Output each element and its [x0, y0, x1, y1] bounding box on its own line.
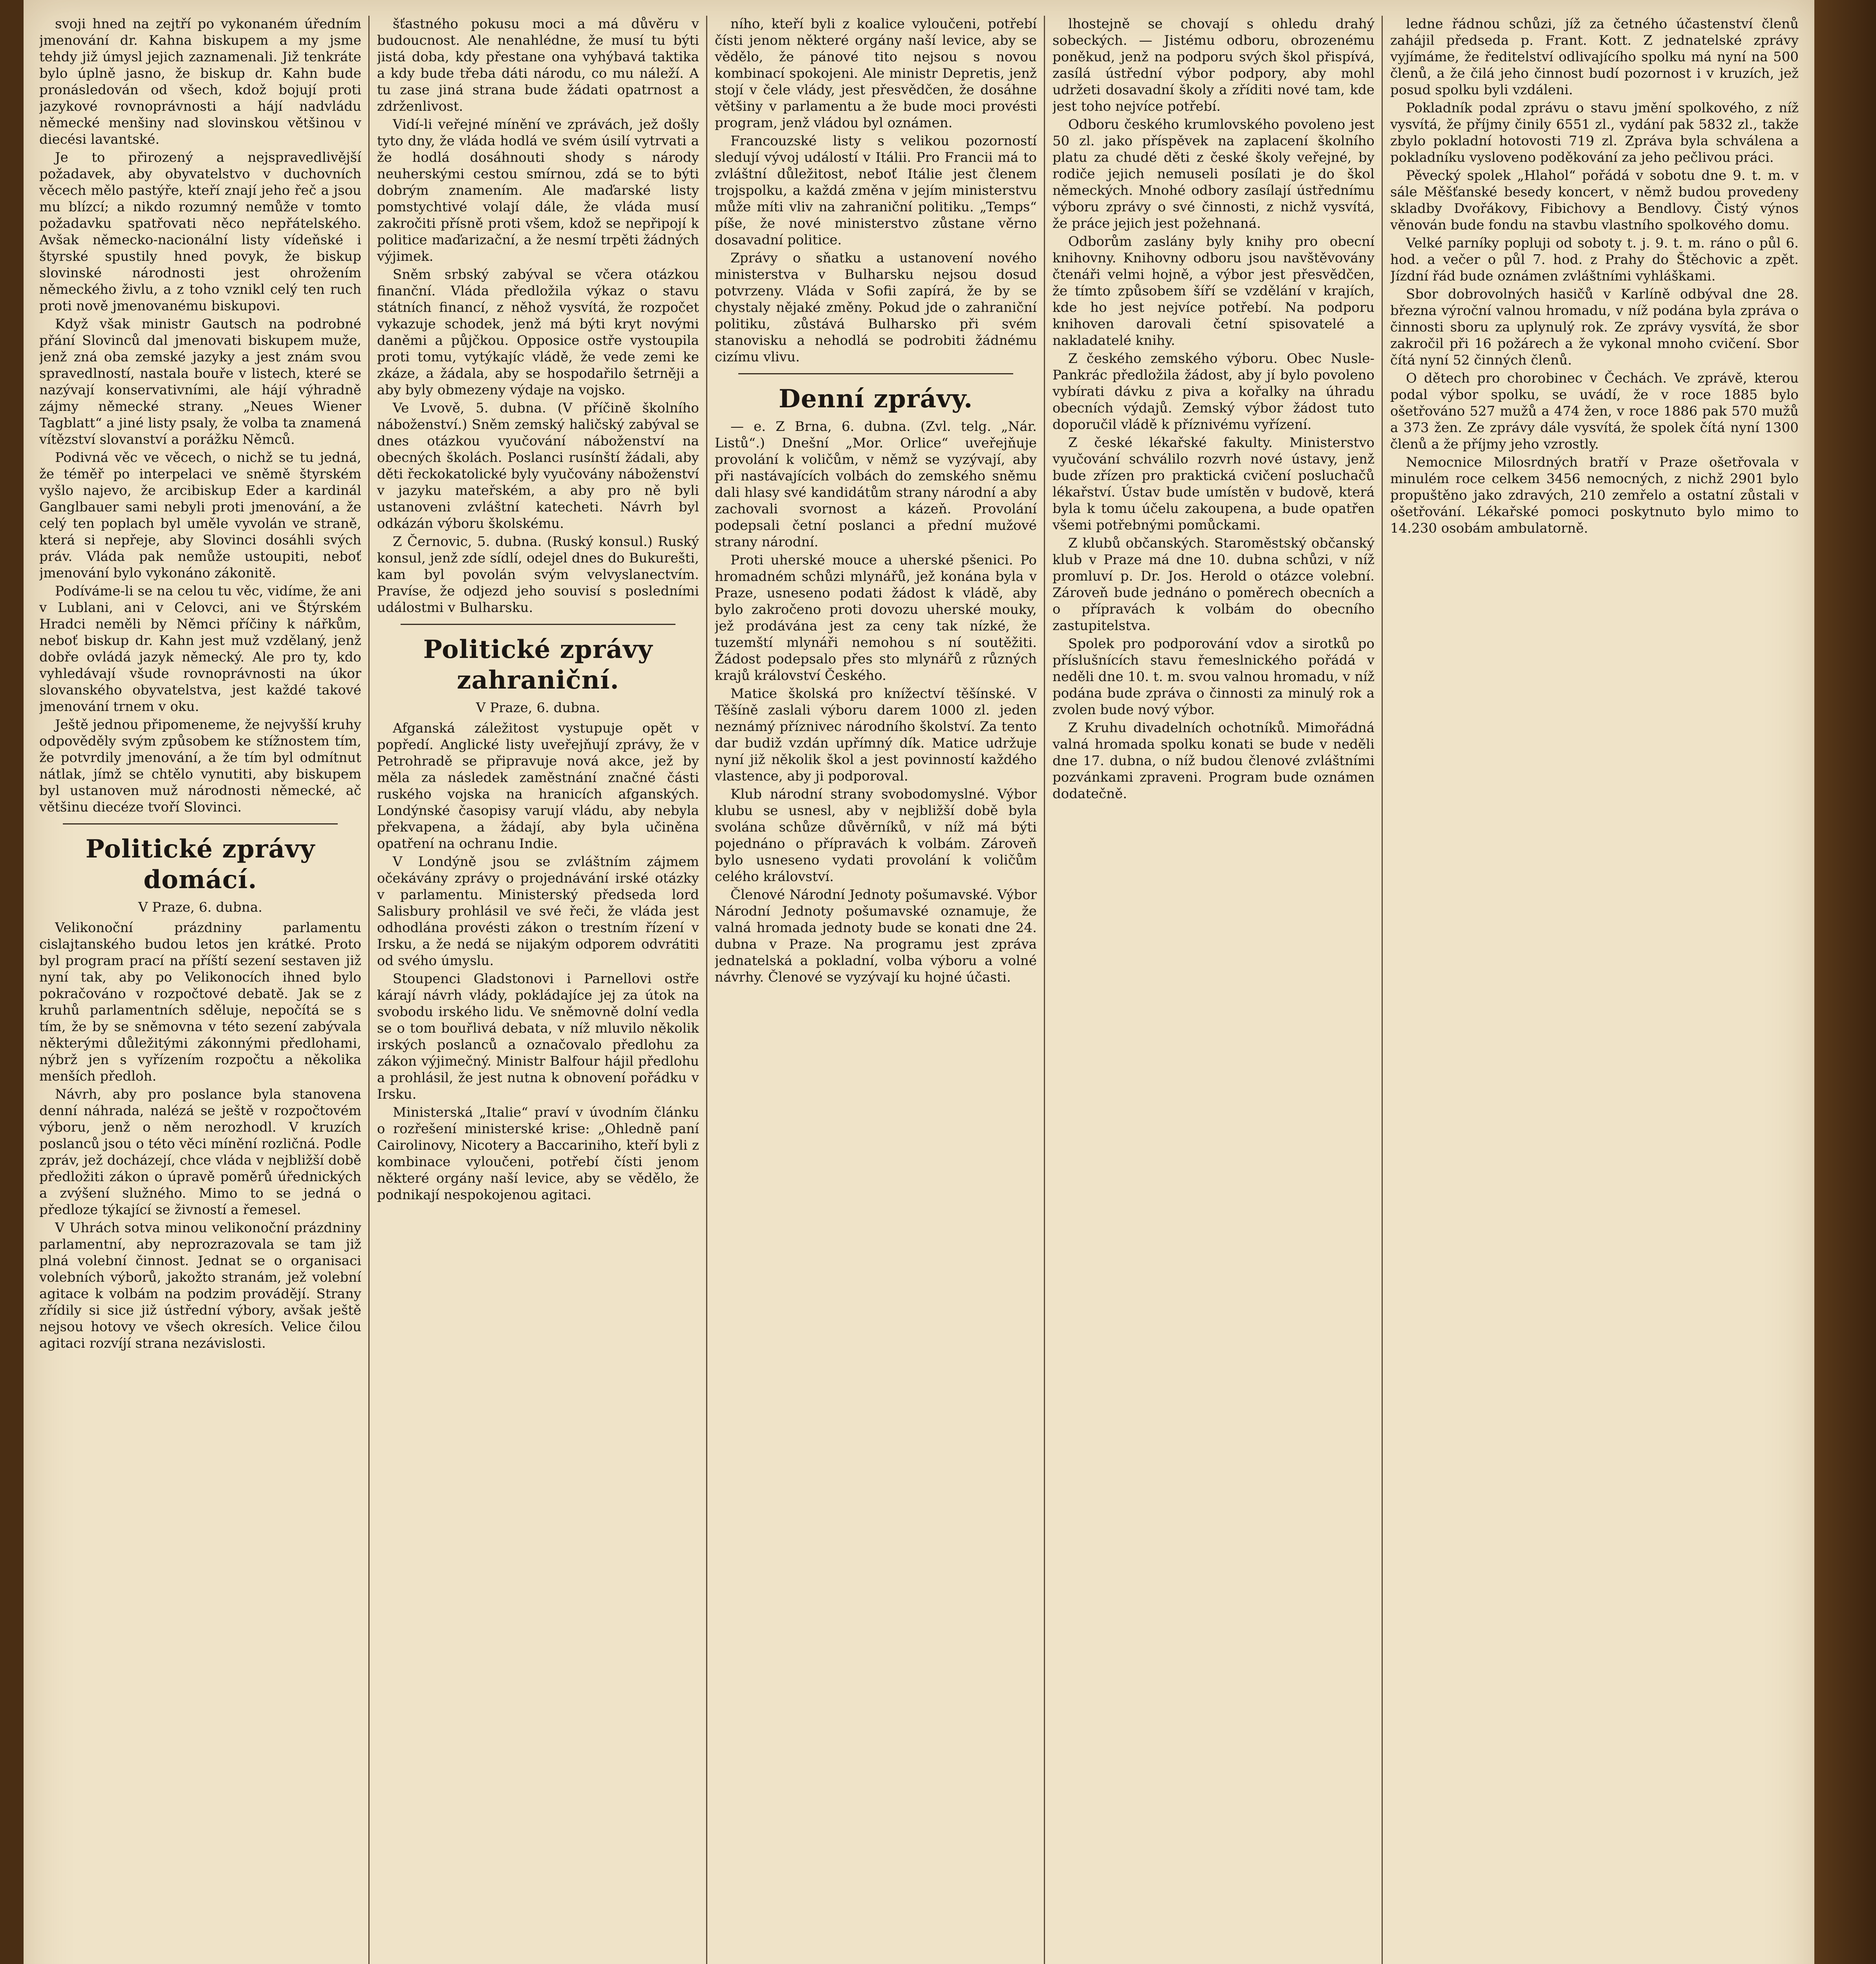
newspaper-page	[24, 0, 1814, 1964]
article-paragraph: — e. Z Brna, 6. dubna. (Zvl. telg. „Nár. Listů“.) Dnešní „Mor. Orlice“ uveřejňuje provolání k voličům, v němž se vyzývají, aby při nastávajících volbách do zemského sněmu dali hlasy své kandidátům strany národní a aby zachovali svornost a kázeň. Provolání podepsali četní poslanci a přední mužové strany národní.	[715, 419, 1037, 550]
article-paragraph: Vidí-li veřejné mínění ve zprávách, jež došly tyto dny, že vláda hodlá ve svém úsilí vytrvati a že hodlá dosáhnouti shody s národy neuherskými cestou smírnou, zdá se to býti dobrým znamením. Ale maďarské listy pomstychtivé volají dále, že vláda musí zakročiti přísně proti všem, kdož se nepřipojí k politice maďarizační, a že nesmí trpěti žádných výjimek.	[377, 117, 699, 264]
article-paragraph: šťastného pokusu moci a má důvěru v budoucnost. Ale nenahlédne, že musí tu býti jistá doba, kdy přestane ona vyhýbavá taktika a kdy bude třeba dáti národu, co mu náleží. A tu zase jiná strana bude žádati opatrnost a zdrženlivost.	[377, 16, 699, 114]
column-rule	[706, 16, 707, 1964]
column-rule	[368, 16, 370, 1964]
column-rule	[1044, 16, 1045, 1964]
article-paragraph: Zprávy o sňatku a ustanovení nového ministerstva v Bulharsku nejsou dosud potvrzeny. Vláda v Sofii zapírá, že by se chystaly nějaké změny. Pokud jde o zahraniční politiku, zůstává Bulharsko při svém stanovisku a nehodlá se podrobiti žádnému cizímu vlivu.	[715, 250, 1037, 365]
article-paragraph: Z české lékařské fakulty. Ministerstvo vyučování schválilo rozvrh nové ústavy, jenž bude zřízen pro praktická cvičení posluchačů lékařství. Ústav bude umístěn v budově, která byla k tomu účelu zakoupena, a bude opatřen všemi potřebnými pomůckami.	[1052, 435, 1375, 533]
dateline: V Praze, 6. dubna.	[138, 900, 263, 915]
article-paragraph: Stoupenci Gladstonovi i Parnellovi ostře kárají návrh vlády, pokládajíce jej za útok na svobodu irského lidu. Ve sněmovně dolní vedla se o tom bouřlivá debata, v níž mluvilo několik irských poslanců a označovalo předlohu za zákon výjimečný. Ministr Balfour hájil předlohu a prohlásil, že jest nutna k obnovení pořádku v Irsku.	[377, 971, 699, 1102]
dateline: V Praze, 6. dubna.	[476, 700, 600, 716]
article-paragraph: Z českého zemského výboru. Obec Nusle-Pankrác předložila žádost, aby jí bylo povoleno vybírati dávku z piva a kořalky na úhradu obecních výdajů. Zemský výbor žádost tuto doporučil vládě k příznivému vyřízení.	[1052, 351, 1375, 432]
column-1	[39, 16, 361, 1964]
article-paragraph: Afganská záležitost vystupuje opět v popředí. Anglické listy uveřejňují zprávy, že v Petrohradě se připravuje nová akce, jež by měla za následek zaměstnání značné části ruského vojska na hranicích afganských. Londýnské časopisy varují vládu, aby nebyla překvapena, a žádají, aby byla učiněna opatření na ochranu Indie.	[377, 720, 699, 852]
section-heading-foreign: Politické zprávy zahraniční.	[423, 635, 653, 695]
article-paragraph: Sbor dobrovolných hasičů v Karlíně odbýval dne 28. března výroční valnou hromadu, v níž podána byla zpráva o činnosti sboru za uplynulý rok. Ze zprávy vysvítá, že sbor zakročil při 16 požárech a že vykonal mnoho cvičení. Sbor čítá nyní 52 činných členů.	[1390, 286, 1799, 368]
article-paragraph: Členové Národní Jednoty pošumavské. Výbor Národní Jednoty pošumavské oznamuje, že valná hromada jednoty bude se konati dne 24. dubna v Praze. Na programu jest zpráva jednatelská a pokladní, volba výboru a volné návrhy. Členové se vyzývají ku hojné účasti.	[715, 887, 1037, 985]
article-paragraph: Matice školská pro knížectví těšínské. V Těšíně zaslali výboru darem 1000 zl. jeden neznámý příznivec národního školství. Za tento dar budiž vzdán upřímný dík. Matice udržuje nyní již několik škol a jest povinností každého vlastence, aby ji podporoval.	[715, 686, 1037, 784]
article-paragraph: Odborům zaslány byly knihy pro obecní knihovny. Knihovny odboru jsou navštěvovány čtenáři velmi hojně, a výbor jest přesvědčen, že tímto způsobem šíří se vzdělání v krajích, kde ho jest nejvíce potřebí. Na podporu knihoven darovali četní spisovatelé a nakladatelé knihy.	[1052, 234, 1375, 348]
article-paragraph: Podivná věc ve věcech, o nichž se tu jedná, že téměř po interpelaci ve sněmě štyrském vyšlo najevo, že arcibiskup Eder a kardinál Ganglbauer sami nebyli proti jmenování, a že celý ten poplach byl uměle vyvolán ve straně, která si nepřeje, aby Slovinci dosáhli svých práv. Vláda pak nemůže ustoupiti, neboť jmenování bylo vykonáno zákonitě.	[39, 450, 361, 581]
section-divider	[401, 624, 675, 625]
article-paragraph: Nemocnice Milosrdných bratří v Praze ošetřovala v minulém roce celkem 3456 nemocných, z nichž 2901 bylo propuštěno jako zdravých, 210 zemřelo a ostatní zůstali v ošetřování. Lékařské pomoci poskytnuto bylo mimo to 14.230 osobám ambulatorně.	[1390, 454, 1799, 536]
section-divider	[63, 823, 338, 824]
section-heading-domestic: Politické zprávy domácí.	[85, 834, 315, 894]
article-paragraph: Z klubů občanských. Staroměstský občanský klub v Praze má dne 10. dubna schůzi, v níž promluví p. Dr. Jos. Herold o otázce volební. Zároveň bude jednáno o poměrech obecních a o přípravách k volbám do obecního zastupitelstva.	[1052, 535, 1375, 634]
article-paragraph: lhostejně se chovají s ohledu drahý sobeckých. — Jistému odboru, obrozenému poněkud, jenž na podporu svých škol přispívá, zasílá ústřední výbor podpory, aby mohl udržeti dosavadní školy a zříditi nové tam, kde jest toho nejvíce potřebí.	[1052, 16, 1375, 114]
article-paragraph: Odboru českého krumlovského povoleno jest 50 zl. jako příspěvek na zaplacení školního platu za chudé děti z české školy veřejné, by rodiče jejich nemuseli posílati je do škol německých. Mnohé odbory zasílají ústřednímu výboru zprávy o své činnosti, z nichž vysvítá, že práce jejich jest požehnaná.	[1052, 117, 1375, 231]
article-paragraph: V Londýně jsou se zvláštním zájmem očekávány zprávy o projednávání irské otázky v parlamentu. Ministerský předseda lord Salisbury prohlásil ve své řeči, že vláda jest odhodlána provésti zákon o trestním řízení v Irsku, a že nedá se nijakým odporem odvrátiti od svého úmyslu.	[377, 854, 699, 969]
article-paragraph: Je to přirozený a nejspravedlivější požadavek, aby obyvatelstvo v duchovních věcech mělo pastýře, kteří znají jeho řeč a jsou mu blízcí; a nikdo rozumný nemůže v tomto požadavku spatřovati něco nepřátelského. Avšak německo-nacionální listy vídeňské i štyrské spustily hned povyk, že biskup slovinské národnosti jest ohrožením německého živlu, a z toho vznikl celý ten ruch proti nově jmenovanému biskupovi.	[39, 150, 361, 314]
article-paragraph: O dětech pro chorobinec v Čechách. Ve zprávě, kterou podal výbor spolku, se uvádí, že v roce 1885 bylo ošetřováno 527 mužů a 474 žen, v roce 1886 pak 570 mužů a 373 žen. Ze zprávy dále vysvítá, že spolek čítá nyní 1300 členů a že příjmy jeho vzrostly.	[1390, 370, 1799, 452]
article-paragraph: Klub národní strany svobodomyslné. Výbor klubu se usnesl, aby v nejbližší době byla svolána schůze důvěrníků, v níž má býti pojednáno o přípravách k volbám. Zároveň bylo usneseno vydati provolání k voličům celého království.	[715, 786, 1037, 885]
article-paragraph: Velikonoční prázdniny parlamentu cislajtanského budou letos jen krátké. Proto byl program prací na příští sezení sestaven již nyní tak, aby po Velikonocích ihned bylo pokračováno v rozpočtové debatě. Jak se z kruhů parlamentních sděluje, nepočítá se s tím, že by se sněmovna v této sezení zabývala některými důležitými zákonnými předlohami, nýbrž jen s vyřízením rozpočtu a několika menších předloh.	[39, 920, 361, 1084]
section-heading-daily-news: Denní zprávy.	[778, 384, 973, 414]
column-3	[715, 16, 1037, 1964]
article-paragraph: ního, kteří byli z koalice vyloučeni, potřebí čísti jenom některé orgány naší levice, aby se vědělo, že pánové tito nejsou s novou kombinací spokojeni. Ale ministr Depretis, jenž stojí v čele vlády, jest přesvědčen, že dosáhne většiny v parlamentu a že bude moci provésti program, jenž vládou byl oznámen.	[715, 16, 1037, 131]
article-paragraph: Francouzské listy s velikou pozorností sledují vývoj událostí v Itálii. Pro Francii má to zvláštní důležitost, neboť Itálie jest členem trojspolku, a každá změna v jejím ministerstvu může míti vliv na zahraniční politiku. „Temps“ píše, že nové ministerstvo zůstane věrno dosavadní politice.	[715, 133, 1037, 248]
article-paragraph: Z Kruhu divadelních ochotníků. Mimořádná valná hromada spolku konati se bude v neděli dne 17. dubna, o níž budou členové zvláštními pozvánkami zpraveni. Program bude oznámen dodatečně.	[1052, 720, 1375, 802]
article-paragraph: svoji hned na zejtří po vykonaném úředním jmenování dr. Kahna biskupem a my jsme tehdy již úmysl jejich zaznamenali. Již tenkráte bylo úplně jasno, že biskup dr. Kahn bude pronásledován od všech, kdož bojují proti jazykové rovnoprávnosti a hájí nadvládu německé menšiny nad slovinskou většinou v diecési lavantské.	[39, 16, 361, 147]
page-edge-shadow	[1814, 0, 1876, 1964]
article-paragraph: Spolek pro podporování vdov a sirotků po příslušnících stavu řemeslnického pořádá v neděli dne 10. t. m. svou valnou hromadu, v níž podána bude zpráva o činnosti za minulý rok a zvolen bude nový výbor.	[1052, 636, 1375, 718]
article-paragraph: Pěvecký spolek „Hlahol“ pořádá v sobotu dne 9. t. m. v sále Měšťanské besedy koncert, v němž budou provedeny skladby Dvořákovy, Fibichovy a Bendlovy. Čistý výnos věnován bude fondu na stavbu vlastního spolkového domu.	[1390, 168, 1799, 233]
article-paragraph: Ještě jednou připomeneme, že nejvyšší kruhy odpověděly svým způsobem ke stížnostem tím, že potvrdily jmenování, a že tím byl odmítnut nátlak, jímž se chtělo vynutiti, aby biskupem byl ustanoven muž národnosti německé, ač většinu diecéze tvoří Slovinci.	[39, 717, 361, 815]
column-5	[1390, 16, 1799, 1964]
article-paragraph: Z Černovic, 5. dubna. (Ruský konsul.) Ruský konsul, jenž zde sídlí, odejel dnes do Bukurešti, kam byl povolán svým velvyslanectvím. Pravíse, že odjezd jeho souvisí s posledními událostmi v Bulharsku.	[377, 534, 699, 616]
article-paragraph: V Uhrách sotva minou velikonoční prázdniny parlamentní, aby neprozrazovala se tam již plná volební činnost. Jednat se o organisaci volebních výborů, jakožto stranám, jež volební agitace k volbám na podzim provádějí. Strany zřídily si sice již ústřední výbory, avšak ještě nejsou hotovy ve všech okresích. Velice čilou agitaci rozvíjí strana nezávislosti.	[39, 1220, 361, 1351]
article-paragraph: Pokladník podal zprávu o stavu jmění spolkového, z níž vysvítá, že příjmy činily 6551 zl., vydání pak 5832 zl., takže zbylo pokladní hotovosti 719 zl. Zpráva byla schválena a pokladníku vysloveno poděkování za jeho pečlivou práci.	[1390, 100, 1799, 165]
article-paragraph: ledne řádnou schůzi, jíž za četného účastenství členů zahájil předseda p. Frant. Kott. Z jednatelské zprávy vyjímáme, že ředitelství odlivajícího spolku má nyní na 500 členů, a že čilá jeho činnost budí pozornost i v kruzích, jež posud spolku byli vzdáleni.	[1390, 16, 1799, 98]
article-paragraph: Ve Lvově, 5. dubna. (V příčině školního náboženství.) Sněm zemský haličský zabýval se dnes otázkou vyučování náboženství na obecných školách. Poslanci rusínští žádali, aby děti řeckokatolické byly vyučovány náboženství v jazyku mateřském, a aby pro ně byli ustanoveni zvláštní katecheti. Návrh byl odkázán výboru školskému.	[377, 400, 699, 531]
section-divider	[738, 373, 1013, 374]
article-paragraph: Ministerská „Italie“ praví v úvodním článku o rozřešení ministerské krise: „Ohledně paní Cairolinovy, Nicotery a Baccariniho, kteří byli z kombinace vyloučeni, potřebí čísti jenom některé orgány naší levice, aby se vědělo, že podnikají nespokojenou agitaci.	[377, 1105, 699, 1203]
article-paragraph: Když však ministr Gautsch na podrobné přání Slovinců dal jmenovati biskupem muže, jenž zná oba zemské jazyky a jest znám svou spravedlností, nastala bouře v listech, které se nazývají konservativními, ale hájí výhradně zájmy německé strany. „Neues Wiener Tagblatt“ a jiné listy psaly, že volba ta znamená vítězství slovanství a porážku Němců.	[39, 316, 361, 447]
column-2	[377, 16, 699, 1964]
column-rule	[1382, 16, 1383, 1964]
article-paragraph: Velké parníky popluji od soboty t. j. 9. t. m. ráno o půl 6. hod. a večer o půl 7. hod. z Prahy do Štěchovic a zpět. Jízdní řád bude oznámen zvláštními vyhláškami.	[1390, 235, 1799, 284]
article-paragraph: Sněm srbský zabýval se včera otázkou finanční. Vláda předložila výkaz o stavu státních financí, z něhož vysvítá, že rozpočet vykazuje schodek, jenž má býti kryt novými daněmi a půjčkou. Opposice ostře vystoupila proti tomu, vytýkajíc vládě, že vede zemi ke zkáze, a žádala, aby se hospodařilo šetrněji a aby byly obmezeny výdaje na vojsko.	[377, 267, 699, 398]
article-paragraph: Proti uherské mouce a uherské pšenici. Po hromadném schůzi mlynářů, jež konána byla v Praze, usneseno podati žádost k vládě, aby bylo zakročeno proti dovozu uherské mouky, jež prodávána jest za ceny tak nízké, že tuzemští mlynáři nemohou s ní soutěžiti. Žádost podepsalo přes sto mlynářů z různých krajů království Českého.	[715, 552, 1037, 683]
article-paragraph: Podíváme-li se na celou tu věc, vidíme, že ani v Lublani, ani v Celovci, ani ve Štýrském Hradci neměli by Němci příčiny k nářkům, neboť biskup dr. Kahn jest muž vzdělaný, jenž dobře ovládá jazyk německý. Ale pro ty, kdo vyhledávají všude rovnoprávnosti na úkor slovanského obyvatelstva, jest každé takové jmenování trnem v oku.	[39, 583, 361, 715]
article-paragraph: Návrh, aby pro poslance byla stanovena denní náhrada, nalézá se ještě v rozpočtovém výboru, jenž o něm nerozhodl. V kruzích poslanců jsou o této věci mínění rozličná. Podle zpráv, jež docházejí, chce vláda v nejbližší době předložiti zákon o úpravě poměrů úřednických a zvýšení služného. Mimo to se jedná o předloze týkající se živností a řemesel.	[39, 1086, 361, 1218]
column-4	[1052, 16, 1375, 1964]
